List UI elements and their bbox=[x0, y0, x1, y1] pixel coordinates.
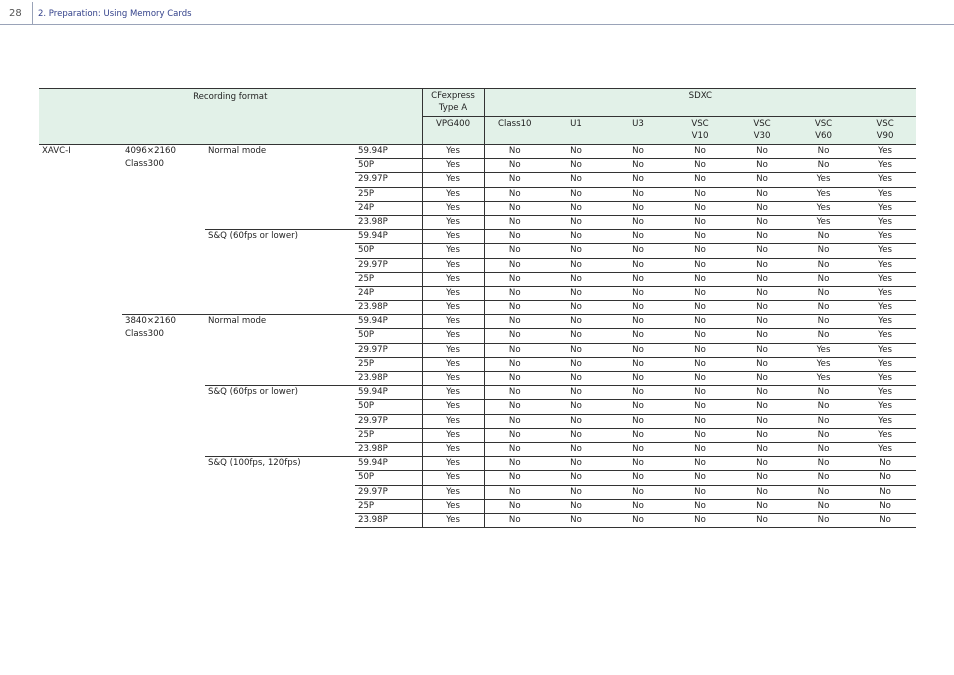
frame-rate-cell: 50P bbox=[355, 471, 422, 485]
support-cell: Yes bbox=[422, 513, 484, 527]
resolution-cell: 4096×2160 Class300 bbox=[122, 145, 205, 315]
support-cell: Yes bbox=[422, 187, 484, 201]
breadcrumb[interactable]: 2. Preparation: Using Memory Cards bbox=[38, 9, 192, 19]
support-cell: No bbox=[793, 485, 854, 499]
support-cell: No bbox=[545, 145, 607, 159]
support-cell: No bbox=[607, 457, 669, 471]
support-cell: No bbox=[793, 386, 854, 400]
support-cell: No bbox=[607, 286, 669, 300]
support-cell: No bbox=[731, 173, 793, 187]
resolution-cell: 3840×2160 Class300 bbox=[122, 315, 205, 528]
support-cell: No bbox=[793, 258, 854, 272]
support-cell: Yes bbox=[854, 414, 916, 428]
support-cell: No bbox=[484, 400, 545, 414]
support-cell: No bbox=[731, 428, 793, 442]
frame-rate-cell: 59.94P bbox=[355, 457, 422, 471]
support-cell: No bbox=[484, 513, 545, 527]
support-cell: No bbox=[793, 159, 854, 173]
support-cell: No bbox=[607, 386, 669, 400]
support-cell: No bbox=[669, 457, 731, 471]
support-cell: Yes bbox=[422, 357, 484, 371]
support-cell: No bbox=[731, 357, 793, 371]
support-cell: No bbox=[731, 272, 793, 286]
support-cell: No bbox=[484, 414, 545, 428]
support-cell: No bbox=[669, 187, 731, 201]
support-cell: Yes bbox=[422, 145, 484, 159]
support-cell: No bbox=[607, 329, 669, 343]
support-cell: No bbox=[793, 329, 854, 343]
support-cell: No bbox=[731, 201, 793, 215]
frame-rate-cell: 25P bbox=[355, 428, 422, 442]
support-cell: No bbox=[607, 513, 669, 527]
frame-rate-cell: 25P bbox=[355, 357, 422, 371]
support-cell: No bbox=[607, 201, 669, 215]
memory-card-compatibility-table bbox=[39, 88, 916, 528]
support-cell: Yes bbox=[422, 499, 484, 513]
support-cell: No bbox=[793, 145, 854, 159]
support-cell: Yes bbox=[422, 230, 484, 244]
support-cell: Yes bbox=[854, 400, 916, 414]
support-cell: No bbox=[731, 400, 793, 414]
support-cell: No bbox=[854, 471, 916, 485]
mode-cell: S&Q (60fps or lower) bbox=[205, 230, 355, 315]
support-cell: No bbox=[545, 386, 607, 400]
support-cell: No bbox=[854, 457, 916, 471]
support-cell: Yes bbox=[422, 457, 484, 471]
subheader-class10: Class10 bbox=[484, 117, 545, 145]
support-cell: No bbox=[669, 230, 731, 244]
support-cell: No bbox=[607, 499, 669, 513]
support-cell: No bbox=[731, 372, 793, 386]
support-cell: No bbox=[545, 173, 607, 187]
support-cell: No bbox=[545, 286, 607, 300]
support-cell: No bbox=[545, 442, 607, 456]
support-cell: No bbox=[607, 159, 669, 173]
support-cell: Yes bbox=[854, 244, 916, 258]
support-cell: Yes bbox=[854, 301, 916, 315]
support-cell: No bbox=[484, 315, 545, 329]
support-cell: No bbox=[545, 187, 607, 201]
page-header bbox=[0, 0, 954, 25]
support-cell: Yes bbox=[422, 471, 484, 485]
support-cell: No bbox=[545, 471, 607, 485]
table-row bbox=[39, 315, 916, 329]
support-cell: Yes bbox=[422, 301, 484, 315]
support-cell: No bbox=[793, 442, 854, 456]
support-cell: No bbox=[545, 357, 607, 371]
support-cell: No bbox=[484, 499, 545, 513]
mode-cell: Normal mode bbox=[205, 315, 355, 386]
support-cell: Yes bbox=[854, 329, 916, 343]
support-cell: Yes bbox=[422, 485, 484, 499]
support-cell: No bbox=[669, 386, 731, 400]
support-cell: No bbox=[793, 286, 854, 300]
support-cell: No bbox=[484, 187, 545, 201]
support-cell: No bbox=[669, 258, 731, 272]
support-cell: No bbox=[793, 471, 854, 485]
support-cell: No bbox=[731, 286, 793, 300]
frame-rate-cell: 23.98P bbox=[355, 372, 422, 386]
support-cell: Yes bbox=[854, 215, 916, 229]
support-cell: Yes bbox=[422, 272, 484, 286]
support-cell: No bbox=[793, 301, 854, 315]
support-cell: No bbox=[669, 201, 731, 215]
support-cell: No bbox=[793, 513, 854, 527]
support-cell: No bbox=[669, 442, 731, 456]
support-cell: No bbox=[607, 187, 669, 201]
support-cell: No bbox=[607, 400, 669, 414]
frame-rate-cell: 50P bbox=[355, 329, 422, 343]
support-cell: No bbox=[669, 301, 731, 315]
support-cell: No bbox=[545, 272, 607, 286]
support-cell: Yes bbox=[854, 343, 916, 357]
frame-rate-cell: 59.94P bbox=[355, 386, 422, 400]
support-cell: No bbox=[731, 457, 793, 471]
frame-rate-cell: 29.97P bbox=[355, 485, 422, 499]
support-cell: No bbox=[731, 315, 793, 329]
support-cell: No bbox=[669, 372, 731, 386]
support-cell: No bbox=[484, 471, 545, 485]
support-cell: Yes bbox=[422, 442, 484, 456]
support-cell: No bbox=[484, 244, 545, 258]
support-cell: No bbox=[793, 244, 854, 258]
support-cell: Yes bbox=[793, 201, 854, 215]
support-cell: No bbox=[669, 315, 731, 329]
support-cell: No bbox=[669, 215, 731, 229]
support-cell: No bbox=[545, 457, 607, 471]
frame-rate-cell: 50P bbox=[355, 244, 422, 258]
mode-cell: S&Q (100fps, 120fps) bbox=[205, 457, 355, 528]
support-cell: No bbox=[669, 286, 731, 300]
support-cell: No bbox=[607, 244, 669, 258]
subheader-vpg400: VPG400 bbox=[422, 117, 484, 145]
support-cell: No bbox=[607, 471, 669, 485]
support-cell: No bbox=[484, 343, 545, 357]
support-cell: No bbox=[793, 428, 854, 442]
support-cell: No bbox=[731, 513, 793, 527]
support-cell: No bbox=[607, 173, 669, 187]
support-cell: No bbox=[731, 414, 793, 428]
mode-cell: Normal mode bbox=[205, 145, 355, 230]
support-cell: No bbox=[545, 301, 607, 315]
support-cell: No bbox=[545, 315, 607, 329]
codec-cell: XAVC-I bbox=[39, 145, 122, 528]
support-cell: No bbox=[669, 272, 731, 286]
frame-rate-cell: 50P bbox=[355, 400, 422, 414]
support-cell: No bbox=[669, 400, 731, 414]
support-cell: No bbox=[669, 329, 731, 343]
support-cell: No bbox=[793, 315, 854, 329]
support-cell: No bbox=[669, 173, 731, 187]
support-cell: Yes bbox=[422, 400, 484, 414]
frame-rate-cell: 29.97P bbox=[355, 414, 422, 428]
support-cell: No bbox=[607, 357, 669, 371]
support-cell: No bbox=[669, 499, 731, 513]
support-cell: No bbox=[731, 230, 793, 244]
support-cell: No bbox=[669, 414, 731, 428]
support-cell: No bbox=[484, 442, 545, 456]
subheader-vsc-v30: VSC V30 bbox=[731, 117, 793, 145]
subheader-vsc-v60: VSC V60 bbox=[793, 117, 854, 145]
support-cell: No bbox=[545, 258, 607, 272]
support-cell: No bbox=[731, 145, 793, 159]
support-cell: Yes bbox=[422, 286, 484, 300]
support-cell: No bbox=[731, 343, 793, 357]
support-cell: No bbox=[731, 244, 793, 258]
support-cell: No bbox=[669, 145, 731, 159]
support-cell: Yes bbox=[854, 428, 916, 442]
support-cell: No bbox=[484, 258, 545, 272]
support-cell: Yes bbox=[422, 386, 484, 400]
support-cell: No bbox=[484, 230, 545, 244]
support-cell: Yes bbox=[854, 201, 916, 215]
support-cell: Yes bbox=[854, 357, 916, 371]
frame-rate-cell: 29.97P bbox=[355, 343, 422, 357]
sdxc-header: SDXC bbox=[484, 89, 916, 117]
support-cell: No bbox=[607, 315, 669, 329]
support-cell: Yes bbox=[422, 258, 484, 272]
support-cell: Yes bbox=[422, 159, 484, 173]
support-cell: Yes bbox=[854, 173, 916, 187]
support-cell: Yes bbox=[793, 173, 854, 187]
cfexpress-header: CFexpress Type A bbox=[422, 89, 484, 117]
support-cell: No bbox=[484, 173, 545, 187]
support-cell: Yes bbox=[793, 343, 854, 357]
recording-format-header: Recording format bbox=[39, 89, 422, 145]
subheader-u3: U3 bbox=[607, 117, 669, 145]
support-cell: No bbox=[793, 272, 854, 286]
support-cell: No bbox=[607, 442, 669, 456]
support-cell: No bbox=[484, 485, 545, 499]
support-cell: No bbox=[793, 400, 854, 414]
support-cell: No bbox=[669, 357, 731, 371]
support-cell: No bbox=[607, 272, 669, 286]
support-cell: No bbox=[484, 372, 545, 386]
support-cell: No bbox=[484, 357, 545, 371]
support-cell: No bbox=[545, 215, 607, 229]
support-cell: No bbox=[607, 258, 669, 272]
support-cell: Yes bbox=[793, 187, 854, 201]
support-cell: No bbox=[793, 414, 854, 428]
support-cell: No bbox=[545, 513, 607, 527]
support-cell: Yes bbox=[854, 272, 916, 286]
support-cell: No bbox=[484, 215, 545, 229]
support-cell: Yes bbox=[422, 315, 484, 329]
support-cell: No bbox=[669, 485, 731, 499]
support-cell: No bbox=[484, 457, 545, 471]
support-cell: No bbox=[545, 230, 607, 244]
support-cell: No bbox=[545, 329, 607, 343]
support-cell: No bbox=[731, 442, 793, 456]
support-cell: No bbox=[607, 145, 669, 159]
support-cell: No bbox=[854, 513, 916, 527]
frame-rate-cell: 59.94P bbox=[355, 315, 422, 329]
header-divider bbox=[32, 2, 33, 24]
support-cell: Yes bbox=[854, 386, 916, 400]
frame-rate-cell: 29.97P bbox=[355, 173, 422, 187]
frame-rate-cell: 23.98P bbox=[355, 215, 422, 229]
support-cell: Yes bbox=[854, 187, 916, 201]
frame-rate-cell: 59.94P bbox=[355, 145, 422, 159]
support-cell: No bbox=[484, 159, 545, 173]
frame-rate-cell: 50P bbox=[355, 159, 422, 173]
support-cell: No bbox=[793, 499, 854, 513]
support-cell: No bbox=[731, 187, 793, 201]
frame-rate-cell: 23.98P bbox=[355, 442, 422, 456]
support-cell: No bbox=[607, 485, 669, 499]
support-cell: No bbox=[484, 201, 545, 215]
support-cell: No bbox=[484, 428, 545, 442]
support-cell: No bbox=[484, 145, 545, 159]
support-cell: No bbox=[854, 485, 916, 499]
frame-rate-cell: 24P bbox=[355, 201, 422, 215]
support-cell: No bbox=[669, 513, 731, 527]
support-cell: Yes bbox=[854, 442, 916, 456]
support-cell: No bbox=[669, 343, 731, 357]
support-cell: Yes bbox=[422, 428, 484, 442]
support-cell: No bbox=[793, 457, 854, 471]
support-cell: No bbox=[607, 343, 669, 357]
support-cell: Yes bbox=[422, 414, 484, 428]
support-cell: No bbox=[545, 244, 607, 258]
page-number: 28 bbox=[9, 8, 22, 19]
frame-rate-cell: 25P bbox=[355, 187, 422, 201]
support-cell: No bbox=[669, 428, 731, 442]
support-cell: No bbox=[731, 329, 793, 343]
support-cell: No bbox=[545, 343, 607, 357]
support-cell: No bbox=[545, 372, 607, 386]
support-cell: No bbox=[854, 499, 916, 513]
support-cell: Yes bbox=[854, 159, 916, 173]
support-cell: No bbox=[484, 272, 545, 286]
frame-rate-cell: 29.97P bbox=[355, 258, 422, 272]
support-cell: No bbox=[669, 471, 731, 485]
frame-rate-cell: 25P bbox=[355, 272, 422, 286]
support-cell: Yes bbox=[422, 244, 484, 258]
mode-cell: S&Q (60fps or lower) bbox=[205, 386, 355, 457]
subheader-vsc-v90: VSC V90 bbox=[854, 117, 916, 145]
support-cell: Yes bbox=[422, 215, 484, 229]
support-cell: Yes bbox=[854, 145, 916, 159]
support-cell: No bbox=[793, 230, 854, 244]
support-cell: No bbox=[545, 428, 607, 442]
frame-rate-cell: 25P bbox=[355, 499, 422, 513]
support-cell: Yes bbox=[854, 230, 916, 244]
table-row bbox=[39, 145, 916, 159]
support-cell: No bbox=[545, 400, 607, 414]
support-cell: Yes bbox=[854, 286, 916, 300]
support-cell: No bbox=[731, 386, 793, 400]
support-cell: No bbox=[731, 301, 793, 315]
support-cell: Yes bbox=[854, 258, 916, 272]
subheader-u1: U1 bbox=[545, 117, 607, 145]
support-cell: No bbox=[484, 301, 545, 315]
support-cell: No bbox=[607, 230, 669, 244]
support-cell: No bbox=[731, 215, 793, 229]
support-cell: No bbox=[607, 428, 669, 442]
support-cell: No bbox=[545, 414, 607, 428]
support-cell: Yes bbox=[793, 215, 854, 229]
support-cell: No bbox=[669, 159, 731, 173]
support-cell: Yes bbox=[793, 357, 854, 371]
support-cell: No bbox=[545, 159, 607, 173]
support-cell: Yes bbox=[854, 372, 916, 386]
support-cell: No bbox=[545, 485, 607, 499]
support-cell: Yes bbox=[793, 372, 854, 386]
frame-rate-cell: 59.94P bbox=[355, 230, 422, 244]
support-cell: Yes bbox=[422, 173, 484, 187]
support-cell: No bbox=[607, 215, 669, 229]
frame-rate-cell: 23.98P bbox=[355, 301, 422, 315]
support-cell: No bbox=[607, 372, 669, 386]
support-cell: No bbox=[731, 159, 793, 173]
support-cell: No bbox=[731, 258, 793, 272]
support-cell: Yes bbox=[422, 372, 484, 386]
support-cell: No bbox=[731, 499, 793, 513]
support-cell: No bbox=[484, 286, 545, 300]
support-cell: Yes bbox=[422, 201, 484, 215]
support-cell: No bbox=[545, 499, 607, 513]
subheader-vsc-v10: VSC V10 bbox=[669, 117, 731, 145]
frame-rate-cell: 24P bbox=[355, 286, 422, 300]
support-cell: No bbox=[607, 414, 669, 428]
support-cell: No bbox=[731, 471, 793, 485]
frame-rate-cell: 23.98P bbox=[355, 513, 422, 527]
support-cell: No bbox=[731, 485, 793, 499]
support-cell: No bbox=[669, 244, 731, 258]
support-cell: Yes bbox=[854, 315, 916, 329]
support-cell: No bbox=[545, 201, 607, 215]
support-cell: No bbox=[484, 329, 545, 343]
support-cell: No bbox=[484, 386, 545, 400]
support-cell: Yes bbox=[422, 343, 484, 357]
support-cell: No bbox=[607, 301, 669, 315]
support-cell: Yes bbox=[422, 329, 484, 343]
